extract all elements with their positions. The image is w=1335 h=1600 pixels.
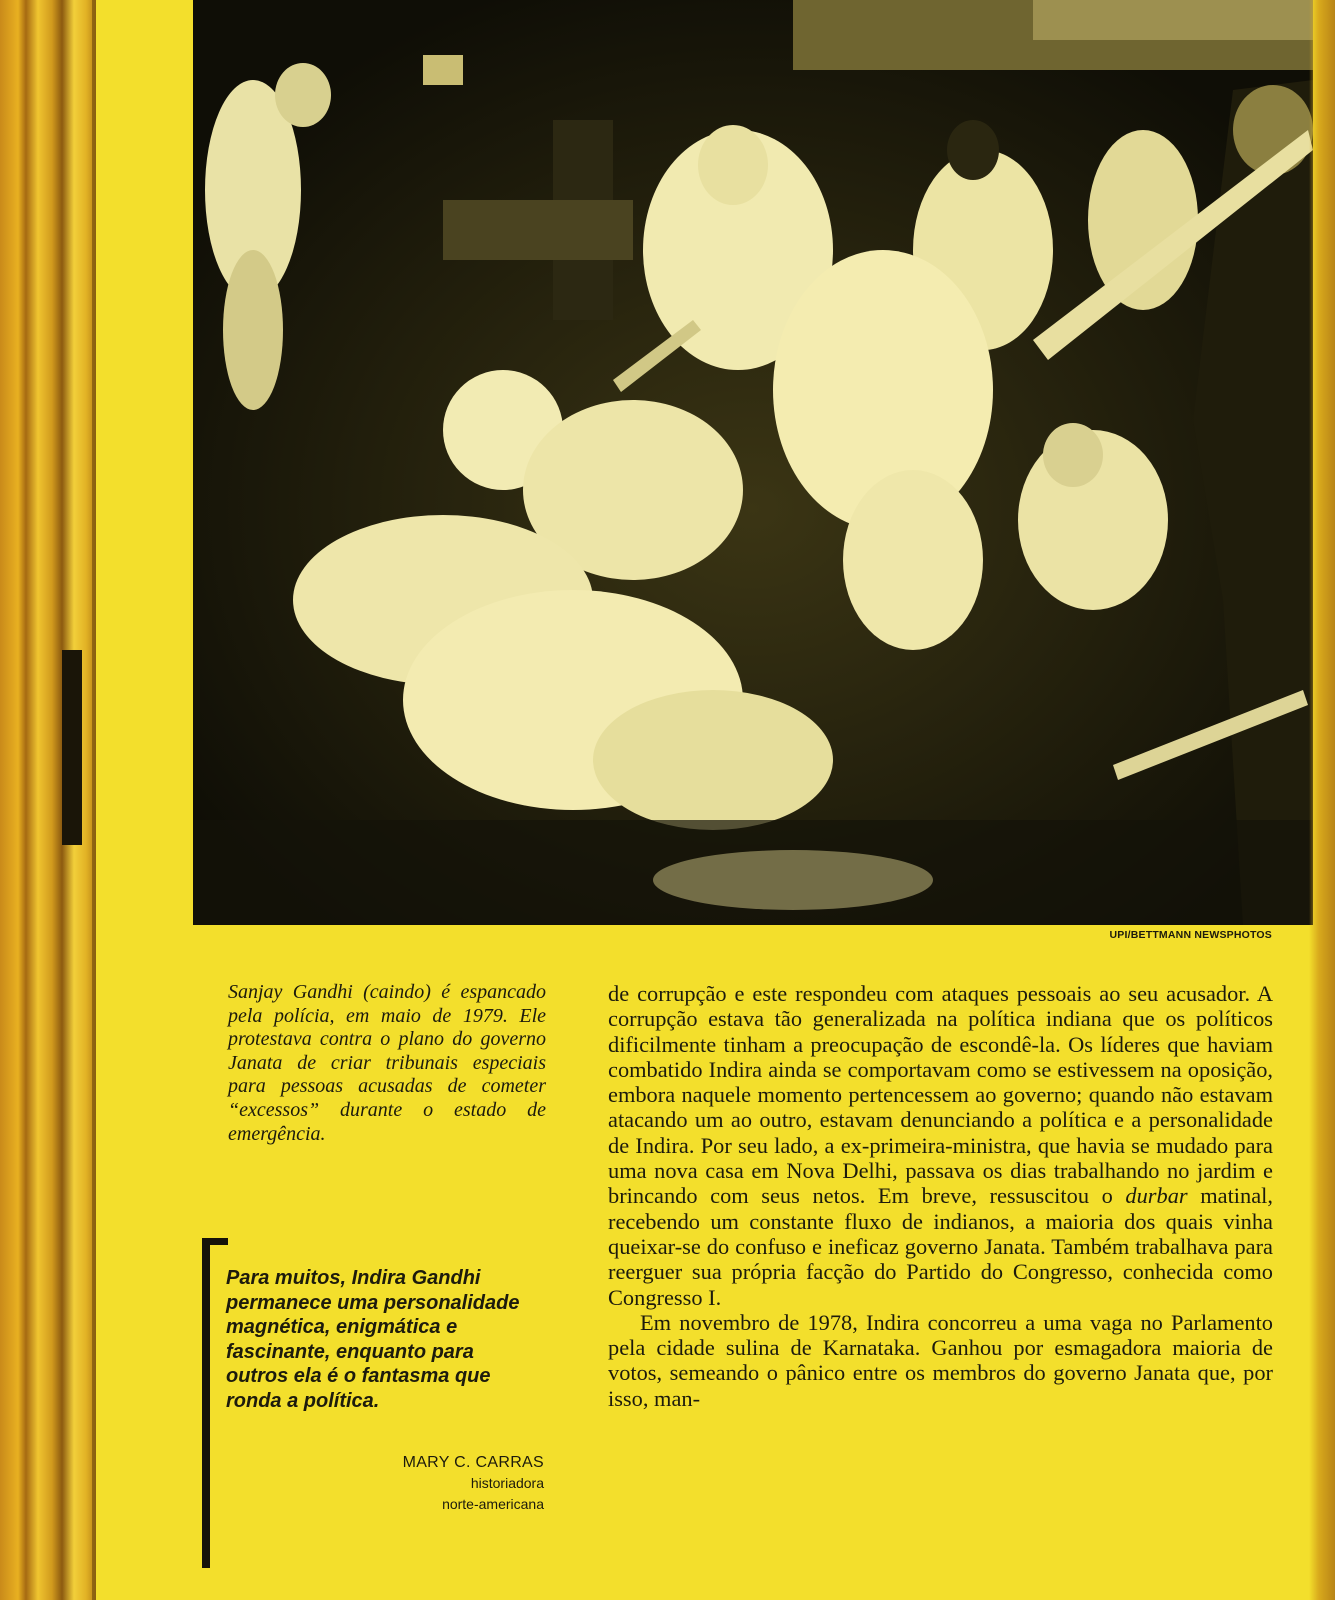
body-paragraph-2: Em novembro de 1978, Indira concorreu a uma vaga no Parlamento pela cidade sulina de Karnataka. Ganhou por esmagadora maioria de votos, semeando o pânico entre os membros do governo Janata que, por isso, man- bbox=[608, 1309, 1273, 1411]
quote-attribution bbox=[140, 1452, 544, 1515]
quote-author-role-2: norte-americana bbox=[442, 1496, 544, 1512]
quote-author-role-1: historiadora bbox=[470, 1475, 544, 1491]
article-body bbox=[608, 981, 1273, 1411]
news-photograph bbox=[193, 0, 1313, 925]
photo-scene bbox=[193, 0, 1313, 925]
quote-text: Para muitos, Indira Gandhi permanece uma personalidade magnética, enigmática e fascinante, enquanto para outros ela é o fantasma que ronda a política. bbox=[226, 1267, 520, 1412]
quote-author-name: MARY C. CARRAS bbox=[402, 1454, 544, 1471]
body-paragraph-1-part-a: de corrupção e este respondeu com ataques pessoais ao seu acusador. A corrupção estava tão generalizada na política indiana que os políticos dificilmente tinham a preocupação de escondê-la. Os líderes que haviam combatido Indira ainda se comportavam como se estivessem na oposição, embora naquele momento pertencessem ao governo; quando não estavam atacando um ao outro, estavam denunciando a política e a personalidade de Indira. Por seu lado, a ex-primeira-ministra, que havia se mudado para uma nova casa em Nova Delhi, passava os dias trabalhando no jardim e brincando com seus netos. Em breve, ressuscitou o bbox=[608, 981, 1273, 1209]
photo-credit: UPI/BETTMANN NEWSPHOTOS bbox=[1109, 929, 1272, 941]
spine-mark bbox=[62, 650, 82, 845]
durbar-term: durbar bbox=[1125, 1183, 1188, 1209]
pull-quote bbox=[202, 1238, 544, 1568]
body-paragraph-1-part-b: matinal, recebendo um constante fluxo de indianos, a maioria dos quais vinha queixar-se do confuso e ineficaz governo Janata. Também trabalhava para reerguer sua própria facção do Partido do Congresso, conhecida como Congresso I. bbox=[608, 1183, 1273, 1310]
quote-rule-horizontal bbox=[202, 1238, 228, 1245]
spine-edge bbox=[92, 0, 96, 1600]
quote-rule-vertical bbox=[202, 1238, 210, 1568]
body-paragraph-1 bbox=[608, 981, 1273, 1310]
photo-caption: Sanjay Gandhi (caindo) é espancado pela polícia, em maio de 1979. Ele protestava contra o plano do governo Janata de criar tribunais especiais para pessoas acusadas de cometer “excessos” durante o estado de emergência. bbox=[228, 981, 546, 1145]
page-edge-shadow bbox=[1309, 0, 1335, 1600]
